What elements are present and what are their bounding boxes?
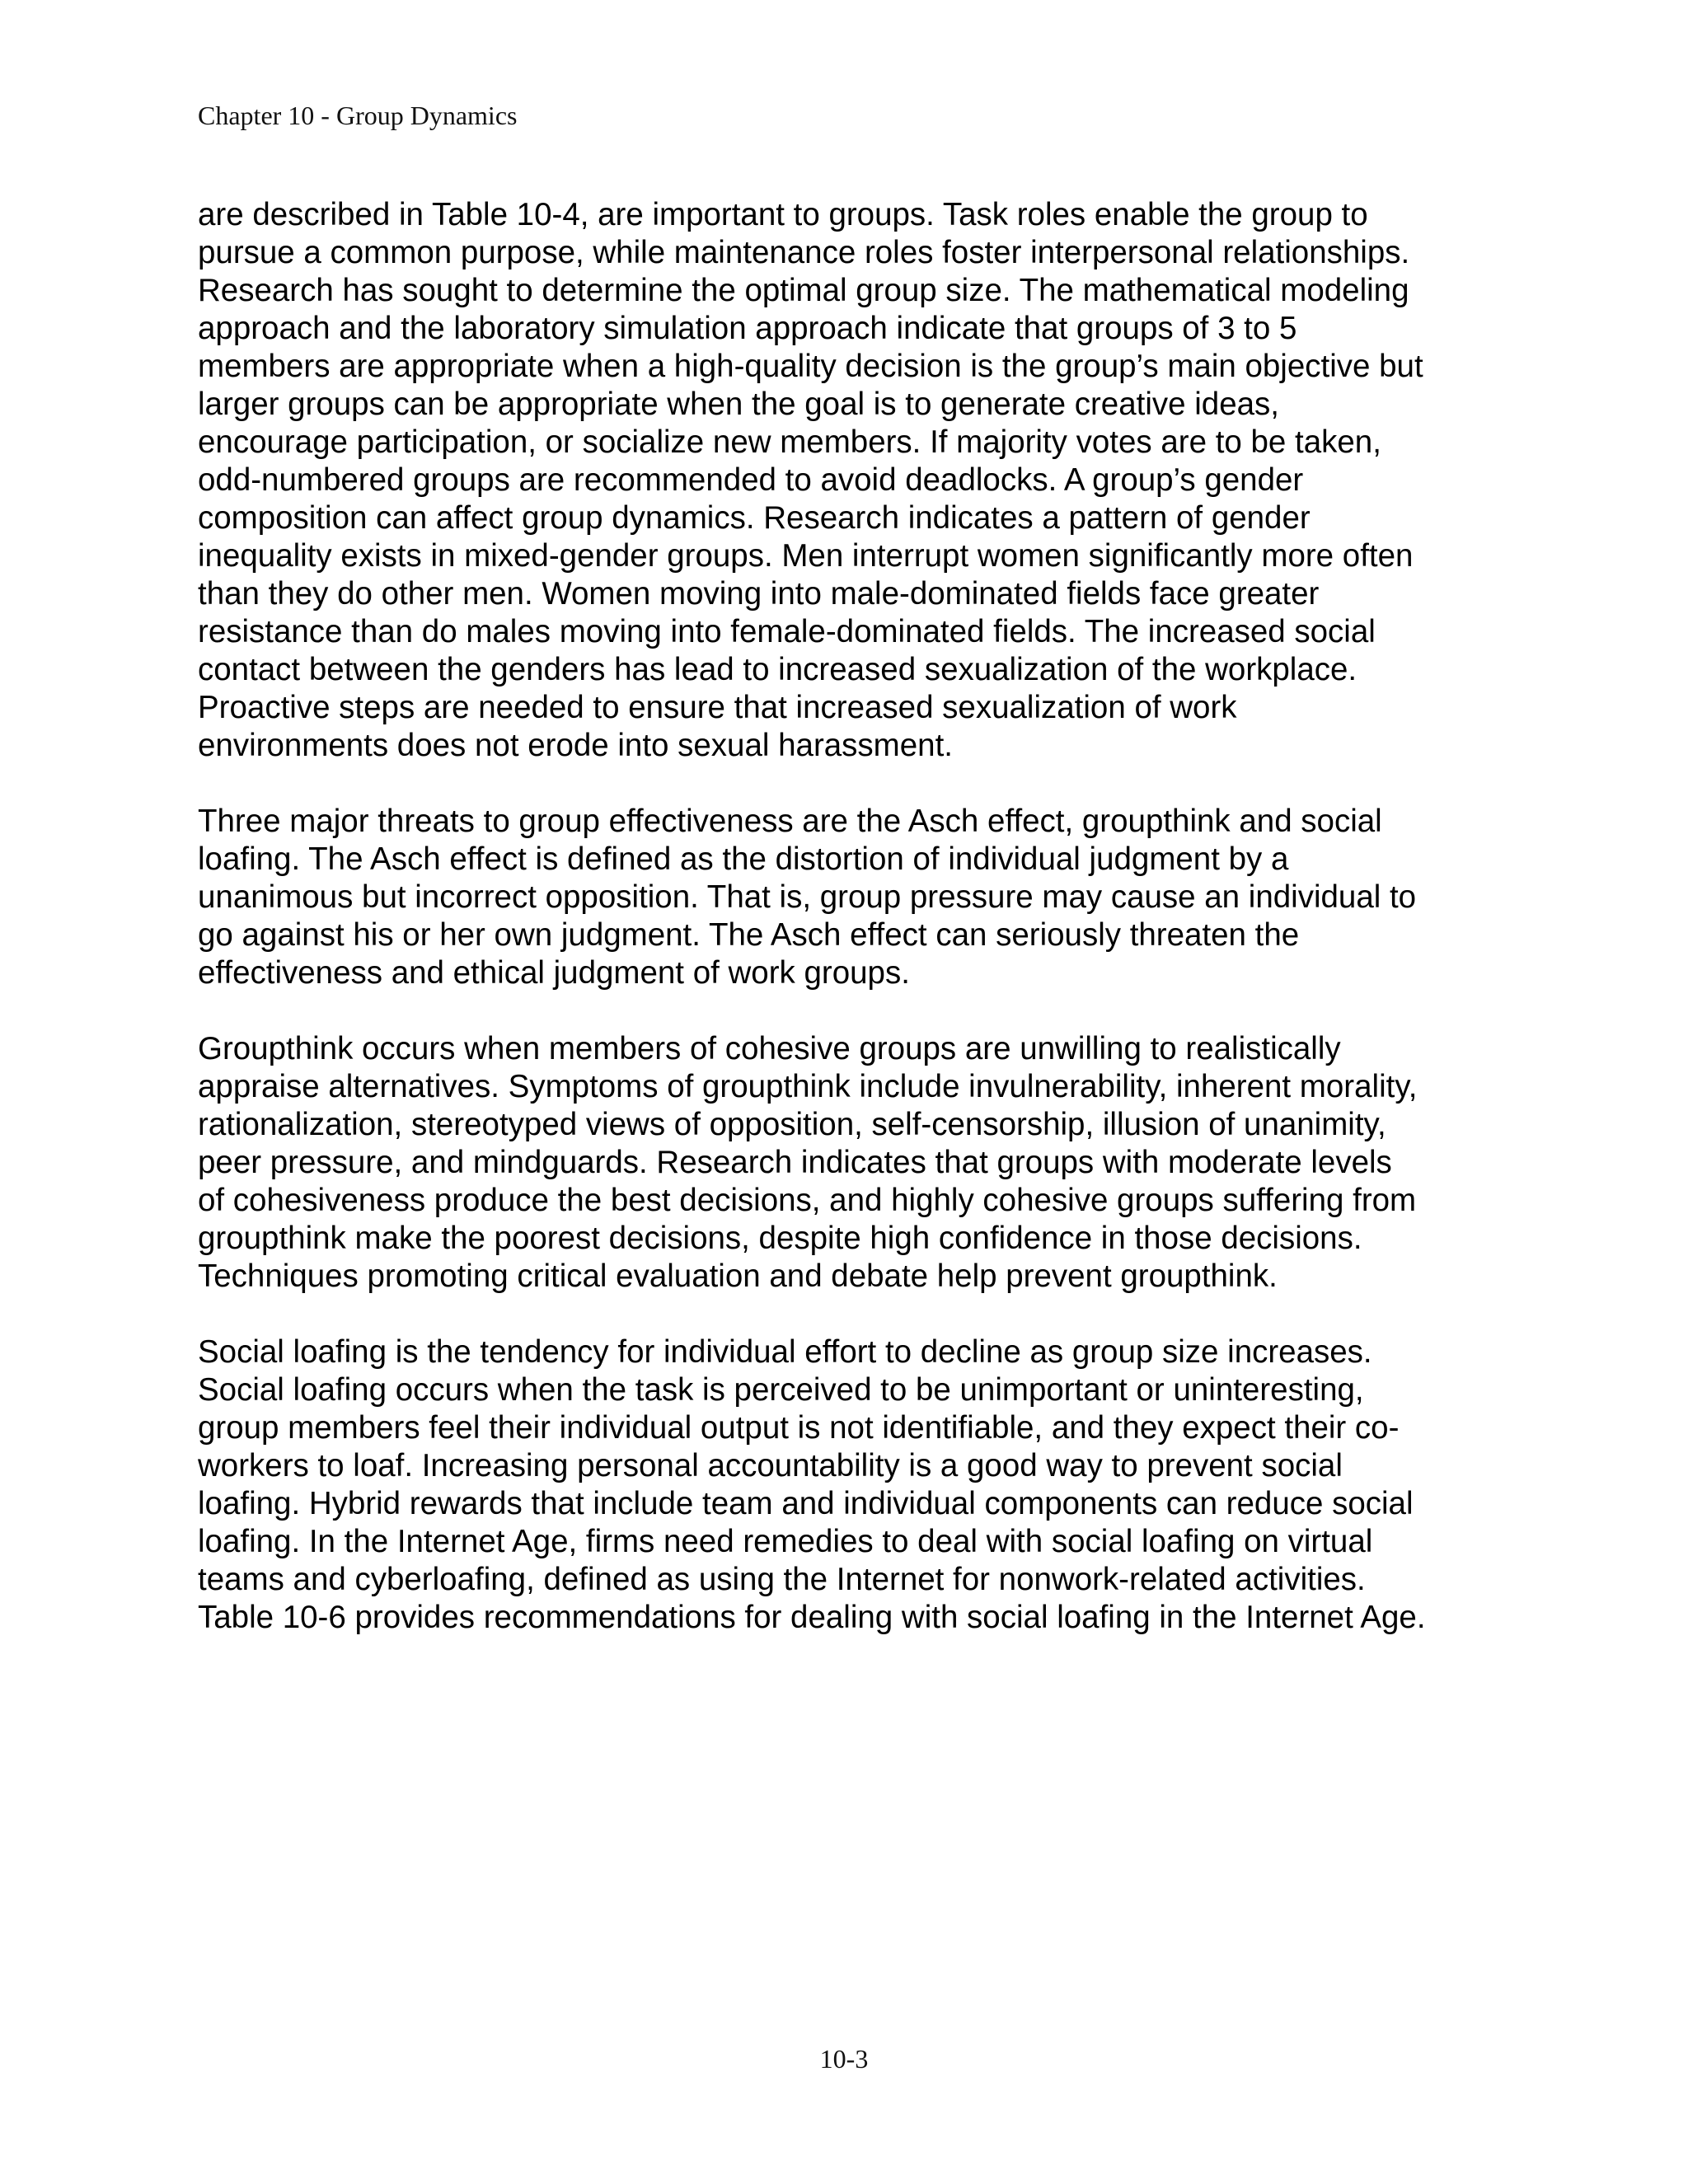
text-line: Social loafing occurs when the task is perceived to be unimportant or uninteresting,: [198, 1372, 1364, 1408]
text-line: odd-numbered groups are recommended to avoid deadlocks. A group’s gender: [198, 462, 1304, 498]
text-line: of cohesiveness produce the best decisions, and highly cohesive groups suffering from: [198, 1183, 1417, 1218]
paragraph: [198, 196, 1500, 765]
text-line: larger groups can be appropriate when the goal is to generate creative ideas,: [198, 387, 1279, 422]
text-line: are described in Table 10-4, are important to groups. Task roles enable the group to: [198, 197, 1368, 232]
text-line: pursue a common purpose, while maintenance roles foster interpersonal relationships.: [198, 235, 1410, 270]
running-header: Chapter 10 - Group Dynamics: [198, 101, 518, 130]
text-line: Techniques promoting critical evaluation and debate help prevent groupthink.: [198, 1258, 1278, 1294]
text-line: environments does not erode into sexual harassment.: [198, 728, 953, 763]
paragraph: [198, 1333, 1500, 1637]
text-line: effectiveness and ethical judgment of work groups.: [198, 955, 910, 991]
text-line: unanimous but incorrect opposition. That is, group pressure may cause an individual to: [198, 879, 1417, 915]
text-line: inequality exists in mixed-gender groups. Men interrupt women significantly more often: [198, 538, 1414, 574]
text-line: Table 10-6 provides recommendations for dealing with social loafing in the Internet Age.: [198, 1600, 1426, 1635]
text-line: resistance than do males moving into female-dominated fields. The increased social: [198, 614, 1376, 649]
text-line: loafing. The Asch effect is defined as the distortion of individual judgment by a: [198, 841, 1289, 877]
paragraph: [198, 803, 1500, 992]
text-line: rationalization, stereotyped views of opposition, self-censorship, illusion of unanimity,: [198, 1107, 1386, 1142]
text-line: teams and cyberloafing, defined as using the Internet for nonwork-related activities.: [198, 1562, 1366, 1597]
text-line: workers to loaf. Increasing personal accountability is a good way to prevent social: [198, 1448, 1343, 1483]
text-line: Research has sought to determine the optimal group size. The mathematical modeling: [198, 273, 1409, 308]
body-text: [198, 196, 1500, 1675]
text-line: go against his or her own judgment. The Asch effect can seriously threaten the: [198, 917, 1300, 953]
text-line: approach and the laboratory simulation approach indicate that groups of 3 to 5: [198, 311, 1297, 346]
text-line: composition can affect group dynamics. Research indicates a pattern of gender: [198, 500, 1311, 536]
text-line: loafing. In the Internet Age, firms need remedies to deal with social loafing on virtual: [198, 1524, 1373, 1559]
text-line: contact between the genders has lead to increased sexualization of the workplace.: [198, 652, 1357, 687]
text-line: than they do other men. Women moving into male-dominated fields face greater: [198, 576, 1320, 612]
page-number: 10-3: [819, 2044, 869, 2074]
text-line: peer pressure, and mindguards. Research indicates that groups with moderate levels: [198, 1145, 1392, 1180]
text-line: appraise alternatives. Symptoms of groupthink include invulnerability, inherent morality,: [198, 1069, 1418, 1104]
text-line: Social loafing is the tendency for individual effort to decline as group size increases.: [198, 1334, 1372, 1370]
text-line: encourage participation, or socialize new members. If majority votes are to be taken,: [198, 424, 1381, 460]
text-line: Proactive steps are needed to ensure that increased sexualization of work: [198, 690, 1237, 725]
text-line: groupthink make the poorest decisions, despite high confidence in those decisions.: [198, 1221, 1362, 1256]
text-line: group members feel their individual output is not identifiable, and they expect their co-: [198, 1410, 1400, 1446]
text-line: members are appropriate when a high-quality decision is the group’s main objective but: [198, 349, 1423, 384]
paragraph: [198, 1030, 1500, 1296]
text-line: Groupthink occurs when members of cohesive groups are unwilling to realistically: [198, 1031, 1341, 1066]
text-line: Three major threats to group effectiveness are the Asch effect, groupthink and social: [198, 804, 1382, 839]
text-line: loafing. Hybrid rewards that include team and individual components can reduce social: [198, 1486, 1414, 1521]
